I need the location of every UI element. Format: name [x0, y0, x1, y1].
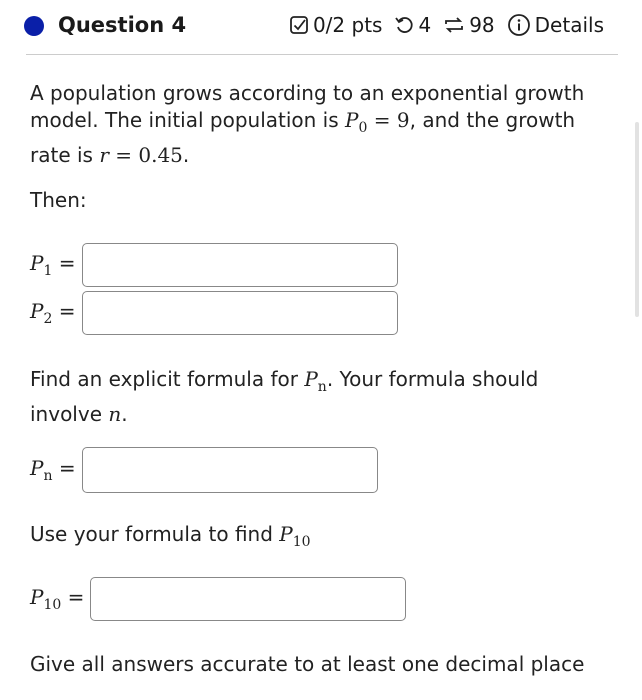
use-formula-prompt: Use your formula to find $P_{10}$ [30, 522, 311, 550]
footer-note: Give all answers accurate to at least one decimal place [30, 652, 585, 676]
question-title: Question 4 [58, 13, 187, 37]
p2-label: $P_2$ = [30, 299, 76, 327]
attempts-count: 98 [469, 13, 495, 37]
p1-input[interactable] [82, 243, 398, 287]
formula-prompt: Find an explicit formula for $P_n$. Your formula should involve n. [30, 367, 539, 426]
p10-row [30, 577, 406, 621]
pn-input[interactable] [82, 447, 378, 493]
scrollbar[interactable] [635, 122, 639, 317]
pn-label: $P_n$ = [30, 456, 76, 484]
p10-input[interactable] [90, 577, 406, 621]
p1-row [30, 243, 398, 287]
retries-count: 4 [418, 13, 432, 37]
pn-row [30, 447, 378, 493]
question-status-dot [24, 16, 44, 36]
p10-label: $P_{10}$ = [30, 585, 85, 613]
score-text: 0/2 pts [312, 13, 383, 37]
question-header [0, 0, 642, 56]
then-label: Then: [30, 188, 87, 212]
repeat-icon [443, 15, 465, 35]
info-icon[interactable] [507, 13, 531, 37]
undo-icon [394, 15, 414, 35]
p2-input[interactable] [82, 291, 398, 335]
checkbox-icon [289, 15, 309, 35]
details-link[interactable]: Details [534, 13, 604, 37]
p2-row [30, 291, 398, 335]
header-divider [26, 54, 618, 55]
question-meta [289, 13, 604, 37]
problem-statement: A population grows according to an exponential growth model. The initial population is $P_0 = 9$, and the growth rate is r = 0.45. [30, 81, 585, 167]
p1-label: $P_1$ = [30, 251, 76, 279]
